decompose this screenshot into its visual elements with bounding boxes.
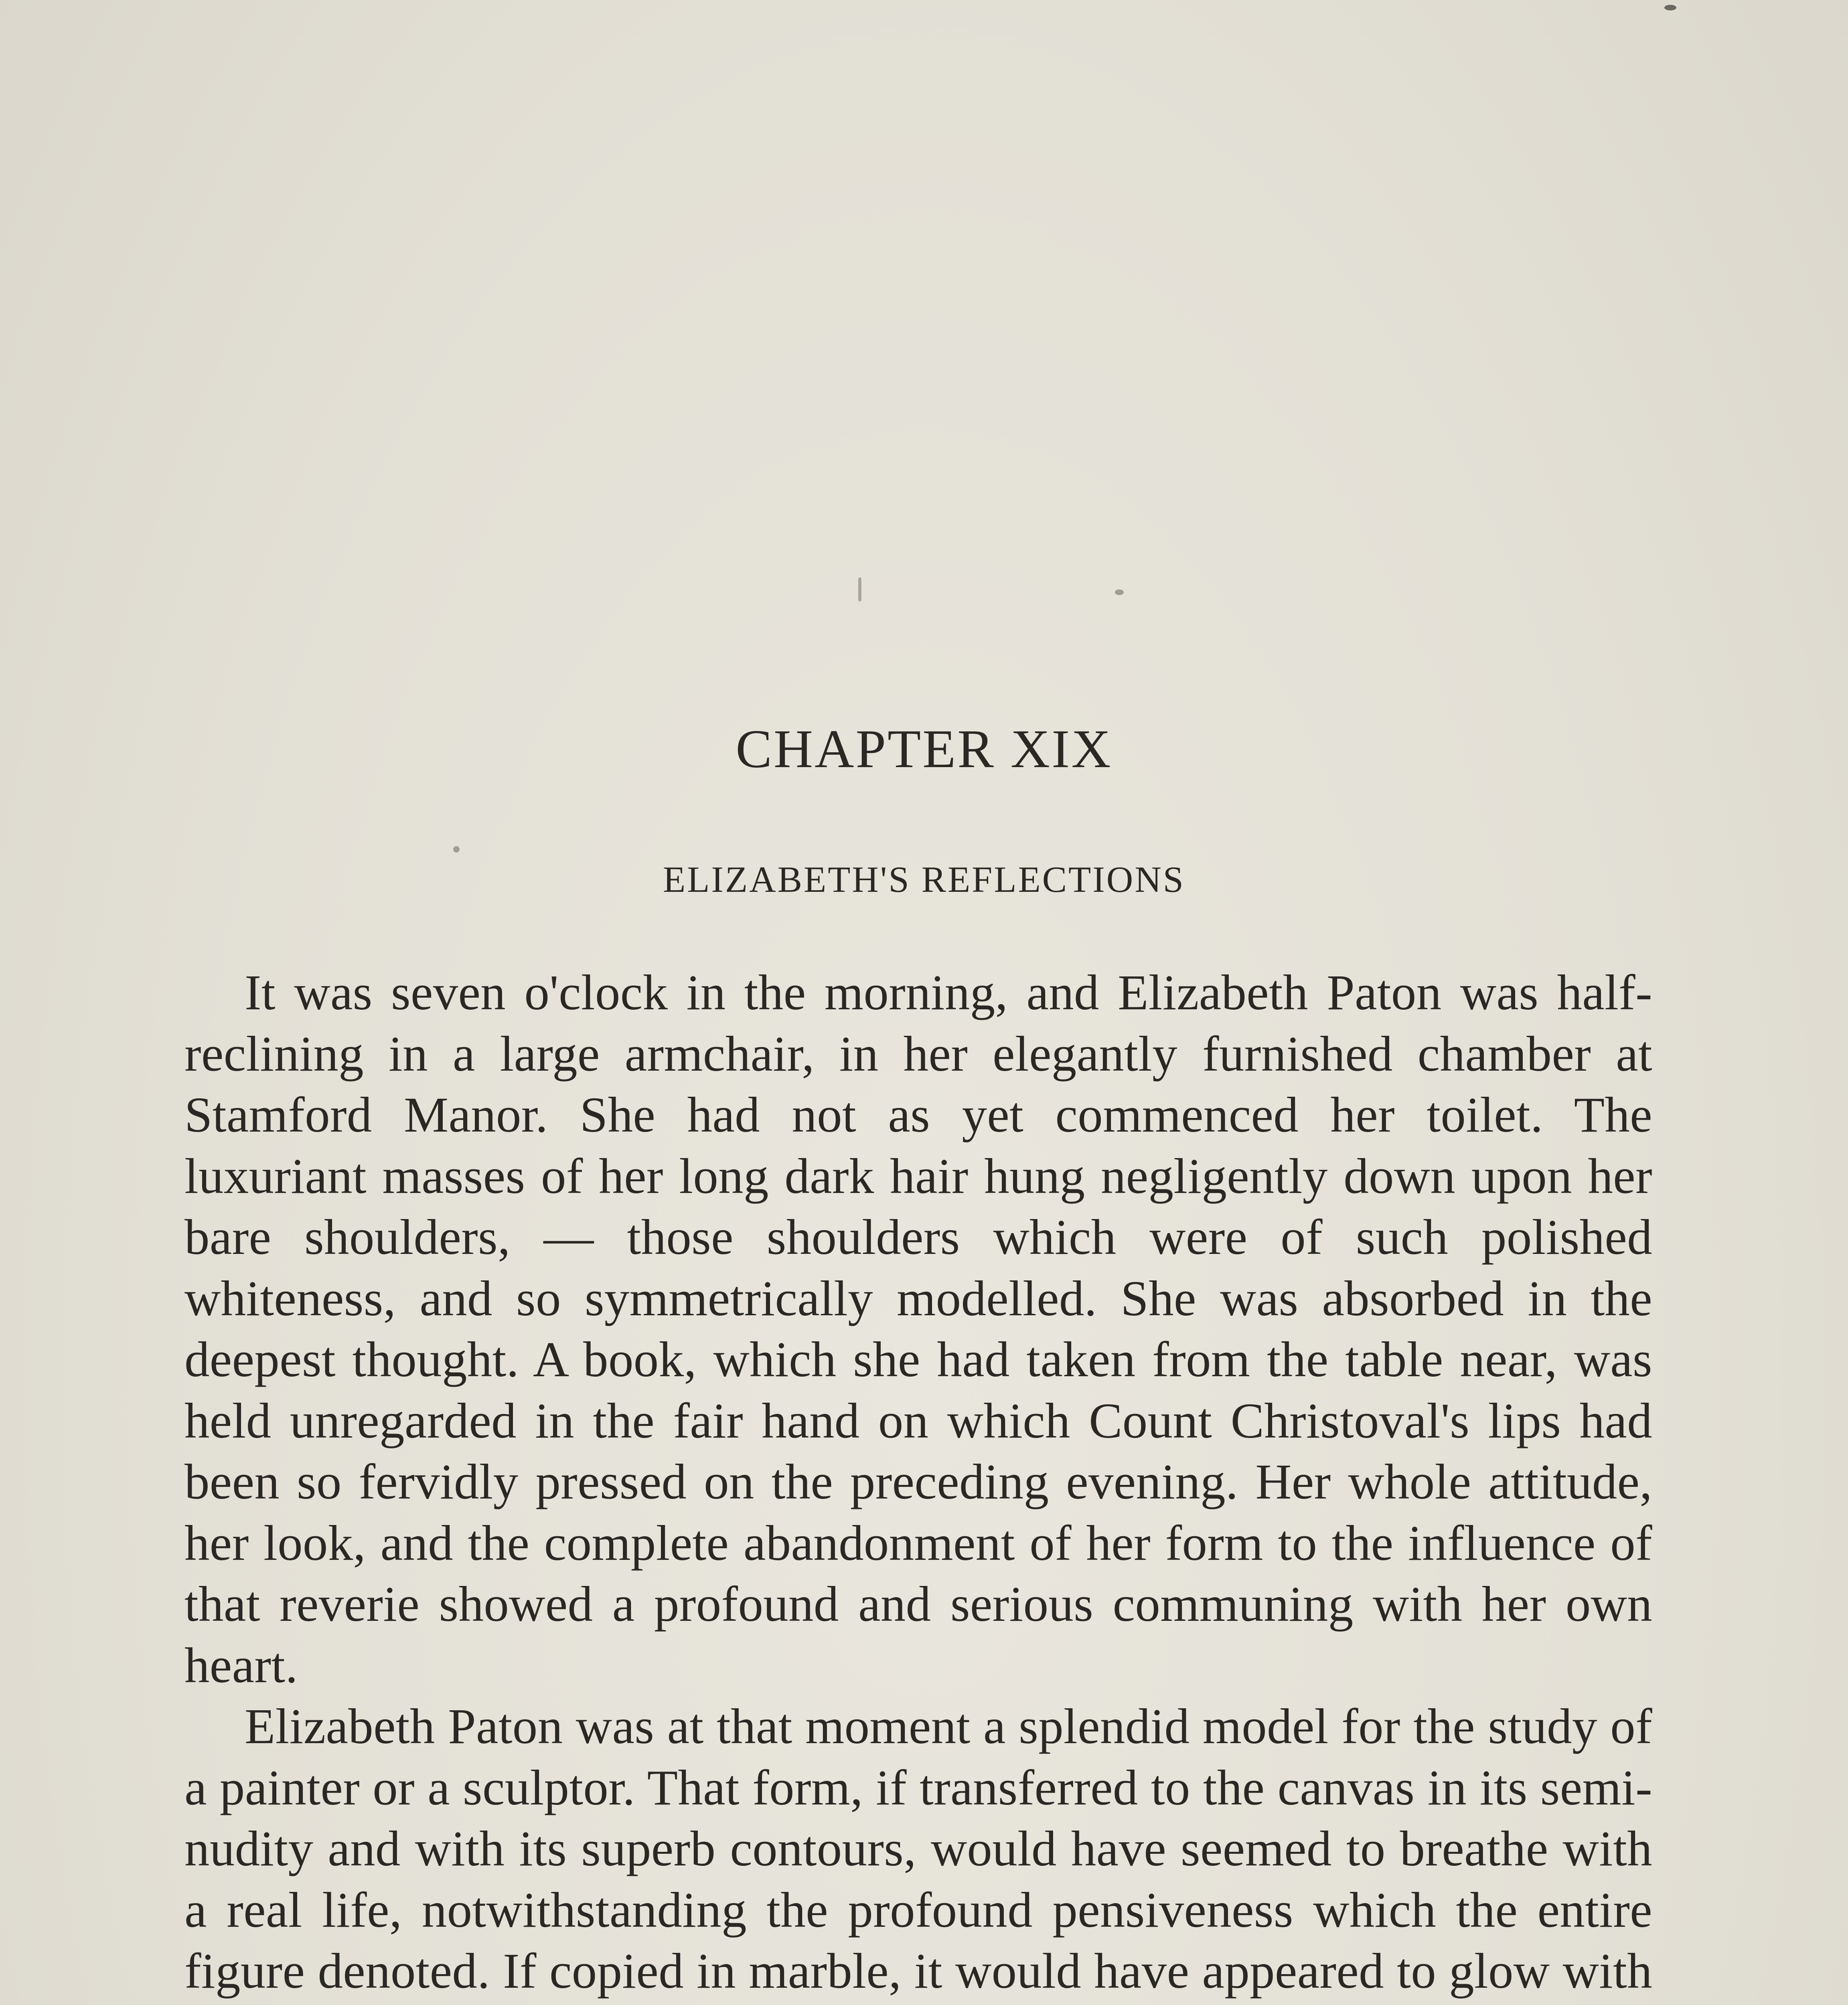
ink-speck: [1664, 5, 1676, 10]
chapter-body: [184, 962, 1652, 2005]
chapter-title: CHAPTER XIX: [736, 719, 1112, 779]
paragraph: Elizabeth Paton was at that moment a splendid model for the study of a painter or a sculptor. That form, if transferred to the canvas in its semi-nudity and with its superb contours, would have seemed to breathe with a real life, notwithstanding the profound pensiveness which the entire figure denoted. If copied in marble, it would have appeared to glow with: [184, 1699, 1652, 1999]
paragraph: It was seven o'clock in the morning, and Elizabeth Paton was half-reclining in a large armchair, in her elegantly furnished chamber at Stamford Manor. She had not as yet commenced her toilet. The luxuriant masses of her long dark hair hung negligently down upon her bare shoulders, — those shoulders which were of such polished whiteness, and so symmetrically modelled. She was absorbed in the deepest thought. A book, which she had taken from the table near, was held unregarded in the fair hand on which Count Christoval's lips had been so fervidly pressed on the preceding evening. Her whole attitude, her look, and the complete abandonment of her form to the influence of that reverie showed a profound and serious communing with her own heart.: [184, 965, 1652, 1693]
ink-speck: [858, 577, 861, 602]
chapter-subtitle: ELIZABETH'S REFLECTIONS: [663, 859, 1185, 900]
bleed-through-text: [209, 120, 1692, 181]
ink-speck: [1115, 589, 1124, 595]
ink-speck: [453, 846, 460, 853]
